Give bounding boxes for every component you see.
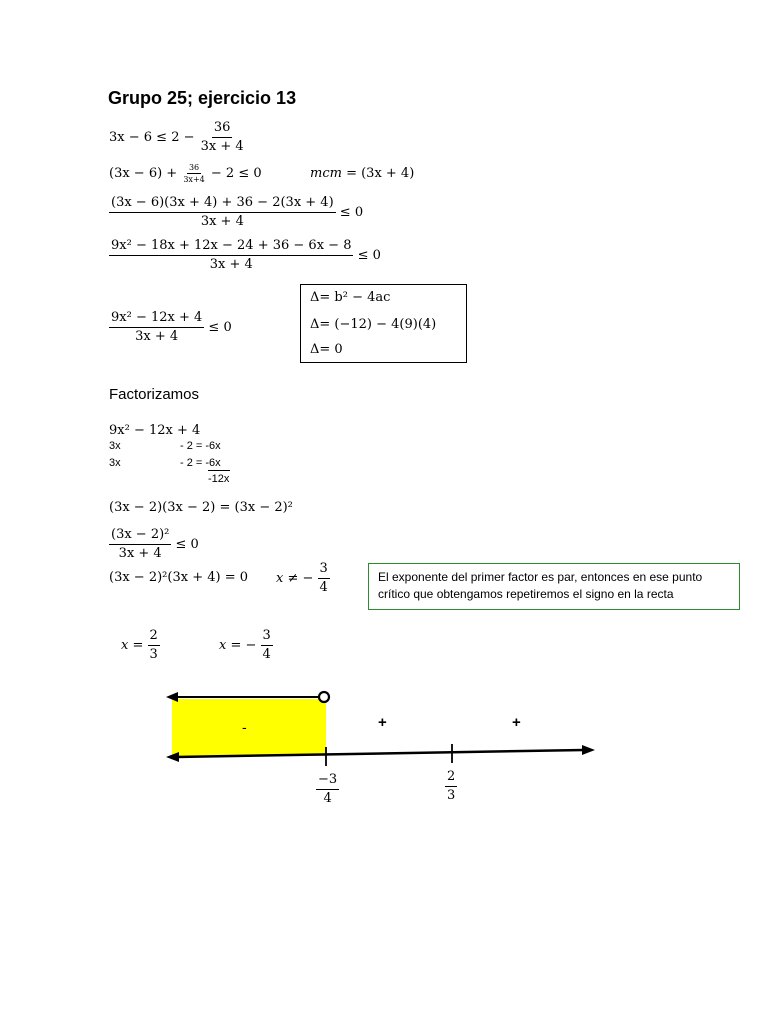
mcm-value: = (3x + 4) xyxy=(346,166,415,181)
fraction-numerator: −3 xyxy=(316,772,339,790)
critical-equation: (3x − 2)²(3x + 4) = 0 xyxy=(109,570,248,585)
fraction-numerator: 9x² − 18x + 12x − 24 + 36 − 6x − 8 xyxy=(109,238,353,256)
open-endpoint xyxy=(319,692,329,702)
fraction-denominator: 3x + 4 xyxy=(200,139,244,154)
sign-interval-2: + xyxy=(378,714,387,731)
factor-row-2-term: 3x xyxy=(109,457,121,469)
factor-row-1-term: 3x xyxy=(109,440,121,452)
inequality-2-pre: (3x − 6) + xyxy=(109,166,178,181)
solution-region xyxy=(172,699,326,756)
fraction-denominator: 4 xyxy=(319,580,328,595)
inequality-3-relation: ≤ 0 xyxy=(339,205,364,220)
discriminant-result: Δ= 0 xyxy=(310,342,343,357)
tick-label-fraction xyxy=(445,769,457,804)
factored-expression: (3x − 2)(3x − 2) = (3x − 2)² xyxy=(109,500,293,515)
factor-heading: Factorizamos xyxy=(109,386,200,403)
fraction-denominator: 3 xyxy=(149,647,158,662)
excluded-value-lhs: x ≠ − xyxy=(276,571,314,586)
fraction-numerator: 9x² − 12x + 4 xyxy=(109,310,204,328)
tick-label-neg-three-fourths xyxy=(316,772,339,807)
fraction-denominator: 3x + 4 xyxy=(209,257,253,272)
factor-row-2-product: - 2 = -6x xyxy=(180,457,221,469)
page-title: Grupo 25; ejercicio 13 xyxy=(108,88,297,108)
inequality-6-relation: ≤ 0 xyxy=(175,537,199,552)
fraction-numerator: 36 xyxy=(188,163,200,172)
fraction-denominator: 3x+4 xyxy=(183,175,205,184)
fraction-denominator: 4 xyxy=(262,647,271,662)
sign-interval-1: - xyxy=(242,719,247,735)
factor-row-1-product: - 2 = -6x xyxy=(180,440,221,452)
discriminant-formula: Δ= b² − 4ac xyxy=(310,290,391,305)
fraction-denominator: 4 xyxy=(323,791,332,806)
fraction-numerator: (3x − 6)(3x + 4) + 36 − 2(3x + 4) xyxy=(109,195,336,213)
fraction-numerator: 3 xyxy=(261,628,273,646)
inequality-2-post: − 2 ≤ 0 xyxy=(210,166,262,181)
tick-label-two-thirds xyxy=(445,769,457,804)
fraction-numerator: 36 xyxy=(212,120,233,138)
sign-interval-3: + xyxy=(512,714,521,731)
factor-polynomial: 9x² − 12x + 4 xyxy=(109,423,201,438)
tick-label-fraction xyxy=(316,772,339,807)
axis-right-arrowhead xyxy=(582,745,595,755)
fraction-numerator: (3x − 2)² xyxy=(109,527,171,545)
inequality-5-relation: ≤ 0 xyxy=(208,320,232,335)
fraction-numerator: 2 xyxy=(148,628,160,646)
note-text: El exponente del primer factor es par, entonces en ese punto crítico que obtengamos repetiremos el signo en la recta xyxy=(378,570,703,601)
fraction-denominator: 3x + 4 xyxy=(135,329,179,344)
fraction-numerator: 3 xyxy=(318,561,330,579)
factor-sum: -12x xyxy=(208,473,230,485)
fraction-numerator: 2 xyxy=(445,769,457,787)
mcm-label: mcm xyxy=(310,166,342,181)
fraction-denominator: 3x + 4 xyxy=(118,546,162,561)
inequality-1-lhs: 3x − 6 ≤ 2 − xyxy=(109,130,195,145)
fraction-denominator: 3 xyxy=(447,788,456,803)
discriminant-substitution: Δ= (−12) − 4(9)(4) xyxy=(310,317,437,332)
fraction-denominator: 3x + 4 xyxy=(200,214,244,229)
root-1-lhs: x = xyxy=(121,638,144,653)
root-2-lhs: x = − xyxy=(219,638,257,653)
inequality-4-relation: ≤ 0 xyxy=(357,248,381,263)
